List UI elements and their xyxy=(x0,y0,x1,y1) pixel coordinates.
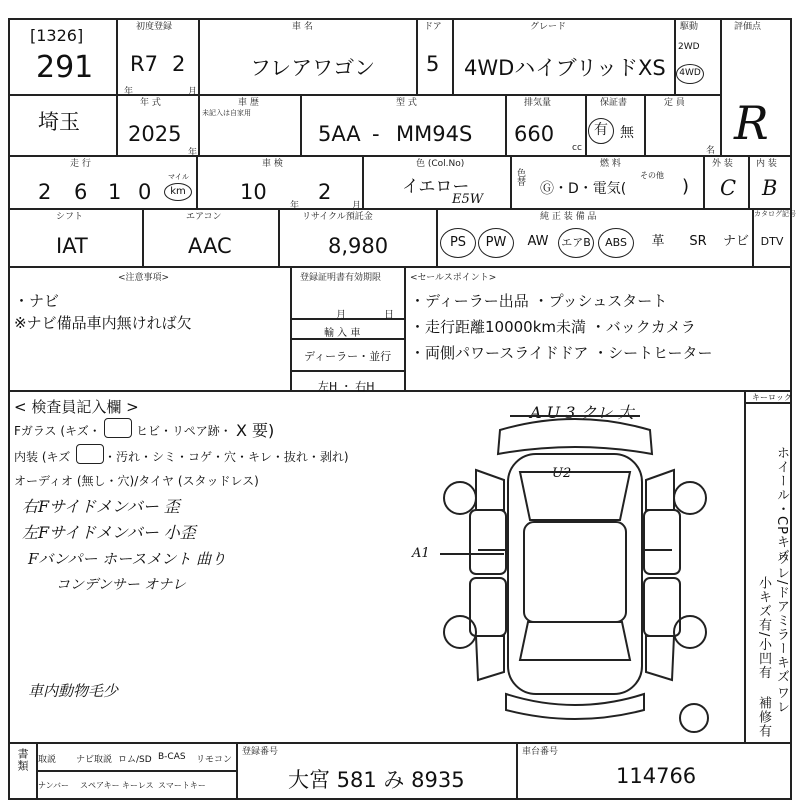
name-label: 車 名 xyxy=(292,22,313,32)
document-item: スペアキー xyxy=(80,781,120,790)
doors: 5 xyxy=(426,52,440,76)
grade: 4WDハイブリッドXS xyxy=(464,56,666,80)
document-item: リモコン xyxy=(196,755,233,765)
right-note: ワレ xyxy=(774,686,789,714)
sales-point: ・ディーラー出品 ・プッシュスタート xyxy=(410,292,668,310)
recycle-fee: 8,980 xyxy=(328,234,389,258)
right-note: ワレ/ドアミラーキズ xyxy=(774,552,789,684)
reg-year: R7 xyxy=(130,52,158,76)
equipment-item: エアB xyxy=(558,228,594,258)
displacement: 660 xyxy=(514,122,555,146)
row2-bottom xyxy=(8,155,792,157)
glass-mark: X 要) xyxy=(236,421,275,440)
prefecture: 埼玉 xyxy=(38,110,80,134)
year-label: 初度登録 xyxy=(136,22,173,32)
diagram-mark: A U 3 クレ 大 xyxy=(530,403,634,422)
equipment-item: ABS xyxy=(598,228,634,258)
sales-point: ・両側パワースライドドア ・シートヒーター xyxy=(410,344,713,362)
type-prefix: 5AA xyxy=(318,122,361,146)
caution-line: ・ナビ xyxy=(14,292,60,310)
handwritten-note: コンデンサー オナレ xyxy=(56,577,186,593)
equipment-item: 革 xyxy=(651,234,665,249)
equipment-item: ナビ xyxy=(722,234,749,249)
shaken-month: 2 xyxy=(318,180,332,204)
right-note: ホイール・CPキズ xyxy=(774,446,789,563)
mileage-digit: 2 xyxy=(38,180,52,204)
type-code: MM94S xyxy=(396,122,473,146)
mileage-digit: 0 xyxy=(138,180,152,204)
equipment-item: PW xyxy=(478,228,514,258)
exterior-grade: C xyxy=(720,176,737,200)
car-name: フレアワゴン xyxy=(250,56,376,80)
shaken-year: 10 xyxy=(240,180,267,204)
fuel-options: Ⓖ・D・電気( xyxy=(540,181,627,197)
mileage-digit: 1 xyxy=(108,180,122,204)
mileage-digit: 6 xyxy=(74,180,88,204)
handwritten-note: 右Fサイドメンバー 歪 xyxy=(22,497,180,516)
equipment-item: AW xyxy=(527,234,549,249)
shift: IAT xyxy=(56,234,88,258)
inspect-bottom xyxy=(8,742,792,744)
equipment-item: SR xyxy=(689,234,707,249)
model-year: 2025 xyxy=(128,122,182,146)
document-item: ナビ取説 xyxy=(76,755,113,765)
color-code: E5W xyxy=(452,192,484,207)
document-item: ナンバー xyxy=(38,781,70,790)
interior-grade: B xyxy=(762,176,778,200)
drive-2wd: 2WD xyxy=(678,42,700,52)
sales-point: ・走行距離10000km未満 ・バックカメラ xyxy=(410,318,696,336)
reg-month: 2 xyxy=(172,52,186,76)
document-item: キーレス xyxy=(122,781,154,790)
plate-number: 大宮 581 み 8935 xyxy=(288,768,465,792)
diagram-mark: U2 xyxy=(552,466,572,481)
handwritten-note: Fバンパー ホースメント 曲り xyxy=(28,550,227,568)
document-item: 取説 xyxy=(38,755,57,765)
mileage-unit-km-circled: km xyxy=(164,183,192,201)
right-note: 小キズ有/小凹有 xyxy=(756,576,771,680)
inspection-title: < 検査員記入欄 > xyxy=(14,398,139,416)
lot-code: [1326] xyxy=(30,26,84,45)
score: R xyxy=(734,96,769,150)
row4-bottom xyxy=(8,266,792,268)
equipment-item: PS xyxy=(440,228,476,258)
chassis-number: 114766 xyxy=(616,764,697,788)
drive-4wd-circled: 4WD xyxy=(676,64,704,84)
document-item: B-CAS xyxy=(158,752,186,762)
handwritten-note: 左Fサイドメンバー 小歪 xyxy=(22,523,196,542)
document-item: ロム/SD xyxy=(118,755,152,765)
right-note: 補修有 xyxy=(756,696,771,738)
warranty-yes-circled: 有 xyxy=(588,118,614,144)
color: イエロー xyxy=(402,177,470,197)
left-border xyxy=(8,18,10,798)
handwritten-note: 車内動物毛少 xyxy=(28,682,119,700)
row3-bottom xyxy=(8,208,792,210)
car-damage-diagram xyxy=(420,410,730,740)
diagram-mark: A1 xyxy=(412,546,430,561)
notes-bottom xyxy=(8,390,792,392)
lot-number: 291 xyxy=(36,50,94,85)
document-item: スマートキー xyxy=(158,781,206,790)
equipment-item: DTV xyxy=(760,235,784,248)
caution-line: ※ナビ備品車内無ければ欠 xyxy=(14,314,192,332)
air-conditioner: AAC xyxy=(188,234,232,258)
